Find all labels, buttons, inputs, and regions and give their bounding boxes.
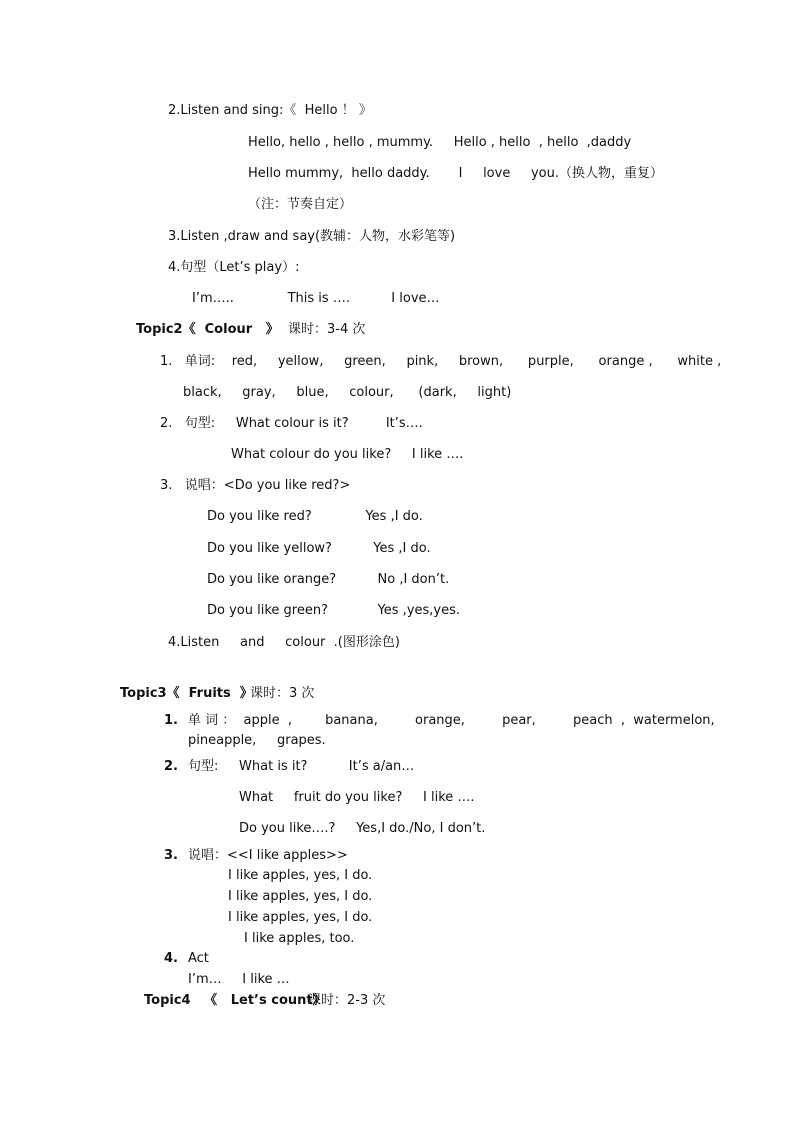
topic2-vocab: 1. 单词: red, yellow, green, pink, brown, purple, orange , white , <box>160 354 722 369</box>
topic3-vocab-cont: pineapple, grapes. <box>188 733 326 748</box>
apples-line-2: I like apples, yes, I do. <box>228 889 373 904</box>
apples-line-4: I like apples, too. <box>244 931 355 946</box>
topic2-listen-colour: 4.Listen and colour .(图形涂色) <box>168 635 400 650</box>
item-number: 1. <box>164 713 178 728</box>
topic3-pattern-2: What fruit do you like? I like …. <box>239 790 475 805</box>
apples-line-3: I like apples, yes, I do. <box>228 910 373 925</box>
item-number: 3. <box>164 848 178 863</box>
topic3-act-line: I’m… I like … <box>188 972 290 987</box>
topic3-pattern-3: Do you like….? Yes,I do./No, I don’t. <box>239 821 486 836</box>
topic2-pattern: 2. 句型: What colour is it? It’s…. <box>160 416 423 431</box>
song-line-1: Hello, hello , hello , mummy. Hello , hello , hello ,daddy <box>248 135 632 150</box>
topic4-title: Topic4 《 Let’s count》 <box>144 993 326 1008</box>
topic2-vocab-cont: black, gray, blue, colour, (dark, light) <box>183 385 512 400</box>
topic2-title: Topic2《 Colour 》 <box>136 322 279 337</box>
song-line-2: Hello mummy, hello daddy. I love you.（换人物，重复） <box>248 166 664 181</box>
topic2-lessons: 课时：3-4 次 <box>288 322 366 337</box>
chant-line-3: Do you like orange? No ,I don’t. <box>207 572 450 587</box>
topic4-lessons: 课时：2-3 次 <box>308 993 386 1008</box>
pattern-line: I’m….. This is …. I love… <box>192 291 440 306</box>
item-number: 4. <box>164 951 178 966</box>
topic3-pattern: 句型: What is it? It’s a/an… <box>188 759 415 774</box>
topic3-chant: 说唱：<<I like apples>> <box>188 848 348 863</box>
section-listen-sing: 2.Listen and sing:《 Hello ！ 》 <box>168 103 372 118</box>
apples-line-1: I like apples, yes, I do. <box>228 868 373 883</box>
chant-line-1: Do you like red? Yes ,I do. <box>207 509 423 524</box>
topic2-pattern-cont: What colour do you like? I like …. <box>231 447 464 462</box>
item-number: 2. <box>164 759 178 774</box>
song-note: （注：节奏自定） <box>248 197 353 212</box>
topic2-chant: 3. 说唱：<Do you like red?> <box>160 478 351 493</box>
topic3-vocab: 单 词 ： apple , banana, orange, pear, peach , watermelon, <box>188 713 715 728</box>
chant-line-2: Do you like yellow? Yes ,I do. <box>207 541 431 556</box>
section-sentence-pattern: 4.句型（Let’s play）: <box>168 260 300 275</box>
section-listen-draw-say: 3.Listen ,draw and say(教辅：人物，水彩笔等) <box>168 229 456 244</box>
topic3-lessons: 课时：3 次 <box>250 686 315 701</box>
topic3-title: Topic3《 Fruits 》 <box>120 686 253 701</box>
topic3-act: Act <box>188 951 209 966</box>
chant-line-4: Do you like green? Yes ,yes,yes. <box>207 603 461 618</box>
